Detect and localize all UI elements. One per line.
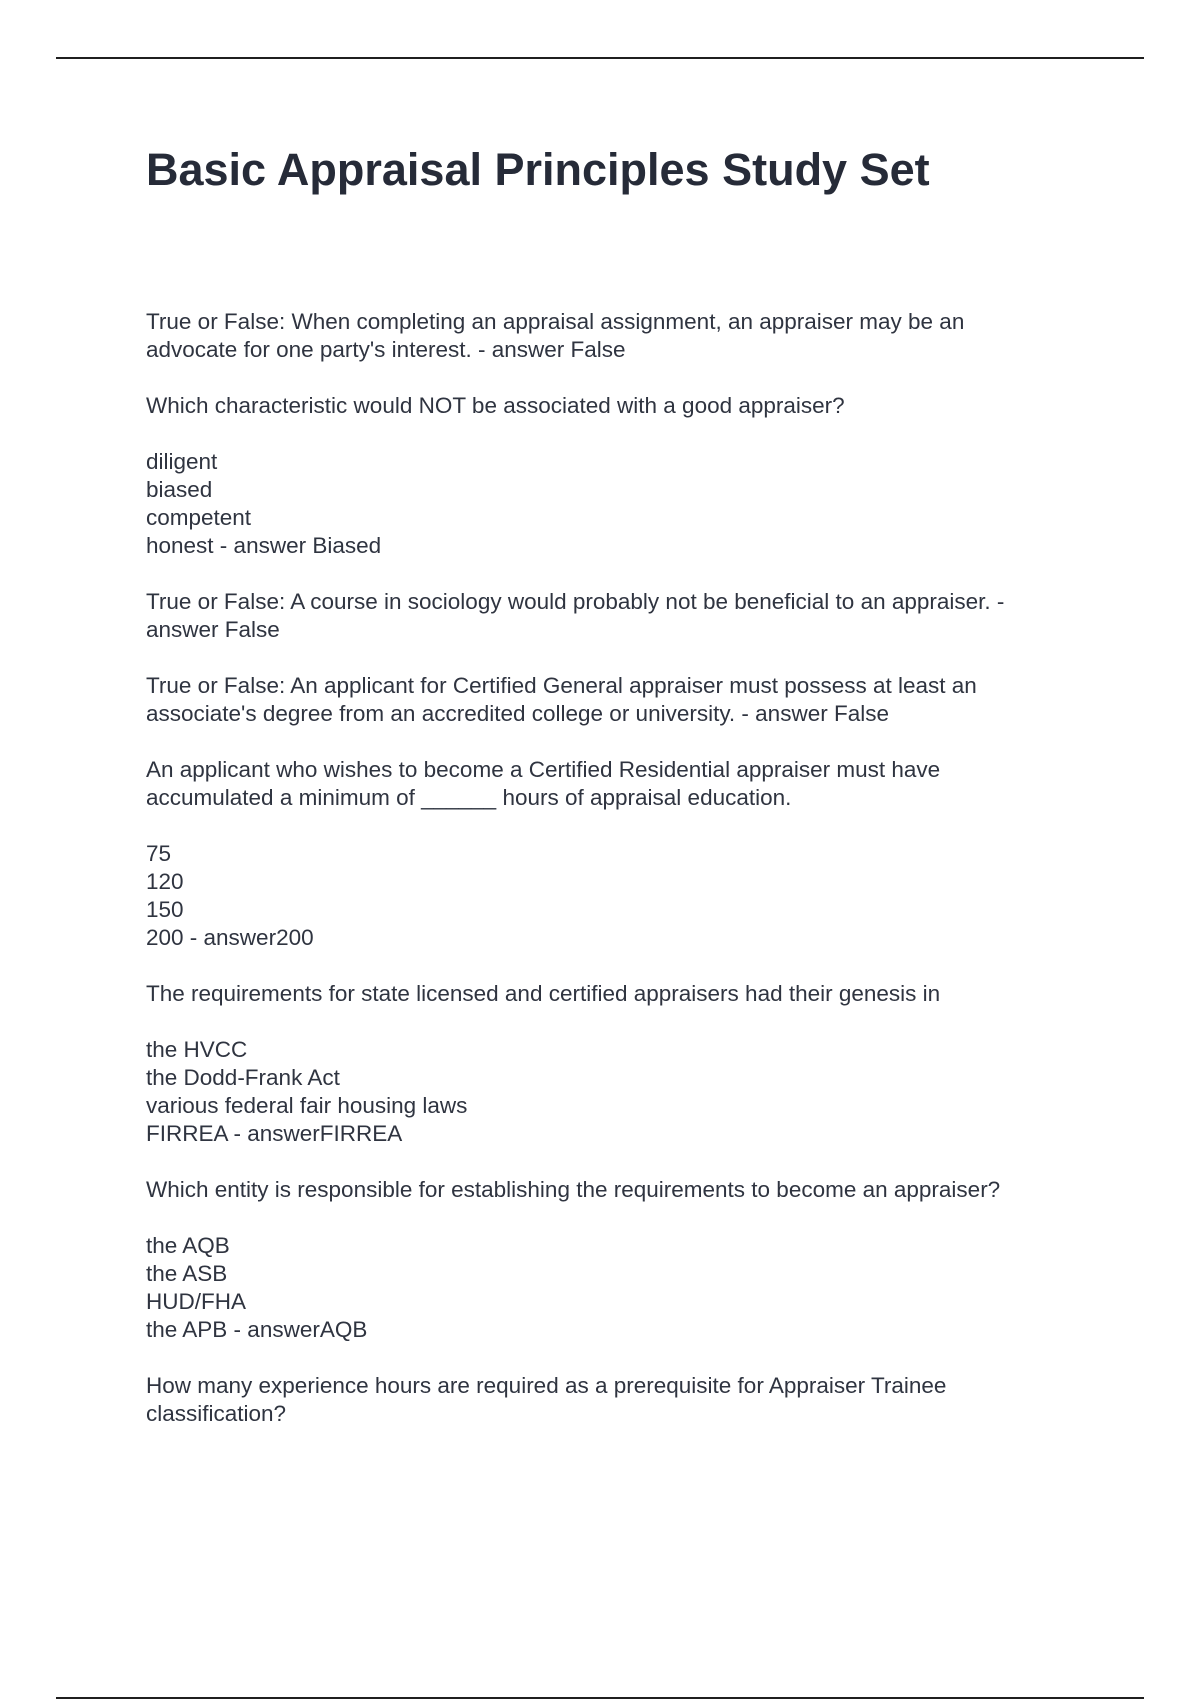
top-rule <box>56 57 1144 59</box>
option-line: the ASB <box>146 1261 228 1286</box>
option-line: HUD/FHA <box>146 1289 246 1314</box>
option-line: 200 - answer200 <box>146 925 314 950</box>
text-line: How many experience hours are required as a prerequisite for Appraiser Trainee <box>146 1373 947 1398</box>
text-line: classification? <box>146 1401 287 1426</box>
question-block <box>146 1372 1086 1428</box>
text-line: associate's degree from an accredited college or university. - answer False <box>146 701 889 726</box>
option-line: the AQB <box>146 1233 230 1258</box>
option-line: honest - answer Biased <box>146 533 382 558</box>
option-line: competent <box>146 505 252 530</box>
question-block <box>146 588 1086 644</box>
options-block <box>146 840 1086 952</box>
text-line: Which characteristic would NOT be associated with a good appraiser? <box>146 393 845 418</box>
option-line: biased <box>146 477 213 502</box>
text-line: answer False <box>146 617 280 642</box>
option-line: diligent <box>146 449 218 474</box>
question-block <box>146 672 1086 728</box>
option-line: the APB - answerAQB <box>146 1317 368 1342</box>
question-block <box>146 392 1086 420</box>
question-list <box>146 308 1086 1428</box>
option-line: 75 <box>146 841 172 866</box>
option-line: FIRREA - answerFIRREA <box>146 1121 403 1146</box>
option-line: various federal fair housing laws <box>146 1093 468 1118</box>
options-block <box>146 1036 1086 1148</box>
option-line: the HVCC <box>146 1037 248 1062</box>
option-line: 150 <box>146 897 184 922</box>
question-block <box>146 980 1086 1008</box>
text-line: advocate for one party's interest. - answer False <box>146 337 626 362</box>
bottom-rule <box>56 1697 1144 1699</box>
text-line: An applicant who wishes to become a Certified Residential appraiser must have <box>146 757 941 782</box>
options-block <box>146 1232 1086 1344</box>
text-line: accumulated a minimum of ______ hours of appraisal education. <box>146 785 792 810</box>
question-block <box>146 756 1086 812</box>
option-line: the Dodd-Frank Act <box>146 1065 340 1090</box>
text-line: The requirements for state licensed and certified appraisers had their genesis in <box>146 981 941 1006</box>
options-block <box>146 448 1086 560</box>
question-block <box>146 308 1086 364</box>
question-block <box>146 1176 1086 1204</box>
document-title: Basic Appraisal Principles Study Set <box>146 144 930 195</box>
text-line: True or False: A course in sociology would probably not be beneficial to an appraiser. - <box>146 589 1005 614</box>
option-line: 120 <box>146 869 184 894</box>
text-line: True or False: When completing an appraisal assignment, an appraiser may be an <box>146 309 965 334</box>
text-line: Which entity is responsible for establishing the requirements to become an appraiser? <box>146 1177 1001 1202</box>
text-line: True or False: An applicant for Certified General appraiser must possess at least an <box>146 673 977 698</box>
document-content <box>146 140 1086 1456</box>
